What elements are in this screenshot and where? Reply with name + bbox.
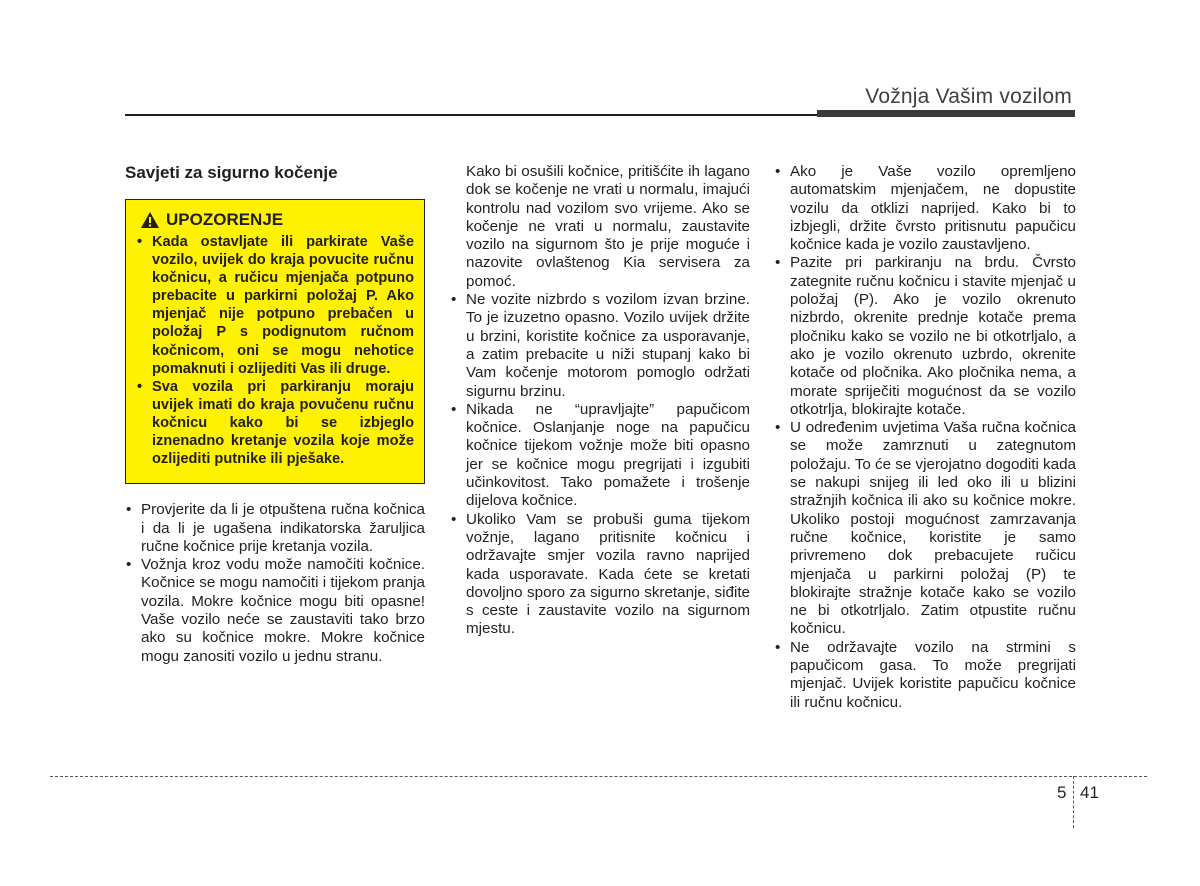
warning-item: • Sva vozila pri parkiranju moraju uvijek imati do kraja povučenu ručnu kočnicu kako bi se izbjeglo iznenadno kretanje vozila koje može ozlijediti putnike ili pješake. [136,378,414,468]
list-item: • Ne održavajte vozilo na strmini s papučicom gasa. To može pregrijati mjenjač. Uvijek koristite papučicu kočnice ili ručnu kočnicu. [774,639,1076,712]
list-item: • Vožnja kroz vodu može namočiti kočnice. Kočnice se mogu namočiti i tijekom pranja vozila. Mokre kočnice mogu biti opasne! Vaše vozilo neće se zaustaviti tako brzo ako su kočnice mokre. Mokre kočnice mogu zanositi vozilo u jednu stranu. [125,556,425,666]
warning-title: UPOZORENJE [166,210,284,229]
warning-triangle-icon [140,211,160,229]
column-left [125,163,425,666]
list-item: • Pazite pri parkiranju na brdu. Čvrsto zategnite ručnu kočnicu i stavite mjenjač u položaj (P). Ako je vozilo okrenuto nizbrdo, okrenite prednje kotače prema pločniku kako se vozilo ne bi otkotrljalo, a ako je vozilo okrenuto uzbrdo, okrenite kotače od pločnika. Ako pločnika nema, a morate spriječiti mogućnost da se vozilo otkotrlja, blokirajte kotače. [774,254,1076,419]
bullet-list [125,501,425,666]
header-tab-bar [817,110,1075,117]
footer-rule [50,776,1147,777]
list-item: • Provjerite da li je otpuštena ručna kočnica i da li je ugašena indikatorska žaruljica ručne kočnice prije kretanja vozila. [125,501,425,556]
header-rule [125,114,817,116]
page-number: 41 [1080,783,1099,802]
chapter-number: 5 [1057,783,1067,802]
warning-header [140,209,414,231]
column-right [774,163,1076,712]
list-item: • Nikada ne “upravljajte” papučicom kočnice. Oslanjanje noge na papučicu kočnice tijekom vožnje može biti opasno jer se kočnice mogu pregrijati i izgubiti učinkovitost. Tako pomažete i trošenje dijelova kočnice. [450,401,750,511]
column-middle [450,163,750,639]
warning-item: • Kada ostavljate ili parkirate Vaše vozilo, uvijek do kraja povucite ručnu kočnicu, a ručicu mjenjača potpuno prebacite u parkirni položaj P. Ako mjenjač nije potpuno prebačen u položaj P s podignutom ručnom kočnicom, oni se mogu nehotice pomaknuti i ozlijediti Vas ili druge. [136,233,414,378]
warning-box [125,199,425,484]
list-item: • Ako je Vaše vozilo opremljeno automatskim mjenjačem, ne dopustite vozilu da otklizi naprijed. Kako bi to izbjegli, držite čvrsto pritisnutu papučicu kočnice kada je vozilo zaustavljeno. [774,163,1076,254]
list-item: • U određenim uvjetima Vaša ručna kočnica se može zamrznuti u zategnutom položaju. To će se vjerojatno dogoditi kada se nakupi snijeg ili led oko ili u blizini stražnjih kočnica ili ako su kočnice mokre. Ukoliko postoji mogućnost zamrzavanja ručne kočnice, koristite je samo privremeno dok prebacujete ručicu mjenjača u parkirni položaj (P) te blokirajte stražnje kotače kako se vozilo ne bi otkotrljalo. Zatim otpustite ručnu kočnicu. [774,419,1076,639]
list-item: • Ukoliko Vam se probuši guma tijekom vožnje, lagano pritisnite kočnicu i održavajte smjer vozila ravno naprijed kada usporavate. Kada ćete se kretati dovoljno sporo za sigurno skretanje, siđite s ceste i zaustavite vozilo na sigurnom mjestu. [450,511,750,639]
continued-paragraph: Kako bi osušili kočnice, pritišćite ih lagano dok se kočenje ne vrati u normalu, imajući kontrolu nad vozilom svo vrijeme. Ako se kočenje ne vrati u normalu, zaustavite vozilo na sigurnom što je prije moguće i nazovite ovlaštenog Kia servisera za pomoć. [466,163,750,290]
section-title: Savjeti za sigurno kočenje [125,163,338,182]
bullet-list [450,291,750,639]
bullet-list [774,163,1076,712]
chapter-title: Vožnja Vašim vozilom [865,85,1072,108]
footer-divider [1073,776,1074,828]
list-item: • Ne vozite nizbrdo s vozilom izvan brzine. To je izuzetno opasno. Vozilo uvijek držite u brzini, koristite kočnice za usporavanje, a zatim prebacite u niži stupanj kako bi Vam kočenje motorom pomoglo održati sigurnu brzinu. [450,291,750,401]
warning-list [136,233,414,468]
